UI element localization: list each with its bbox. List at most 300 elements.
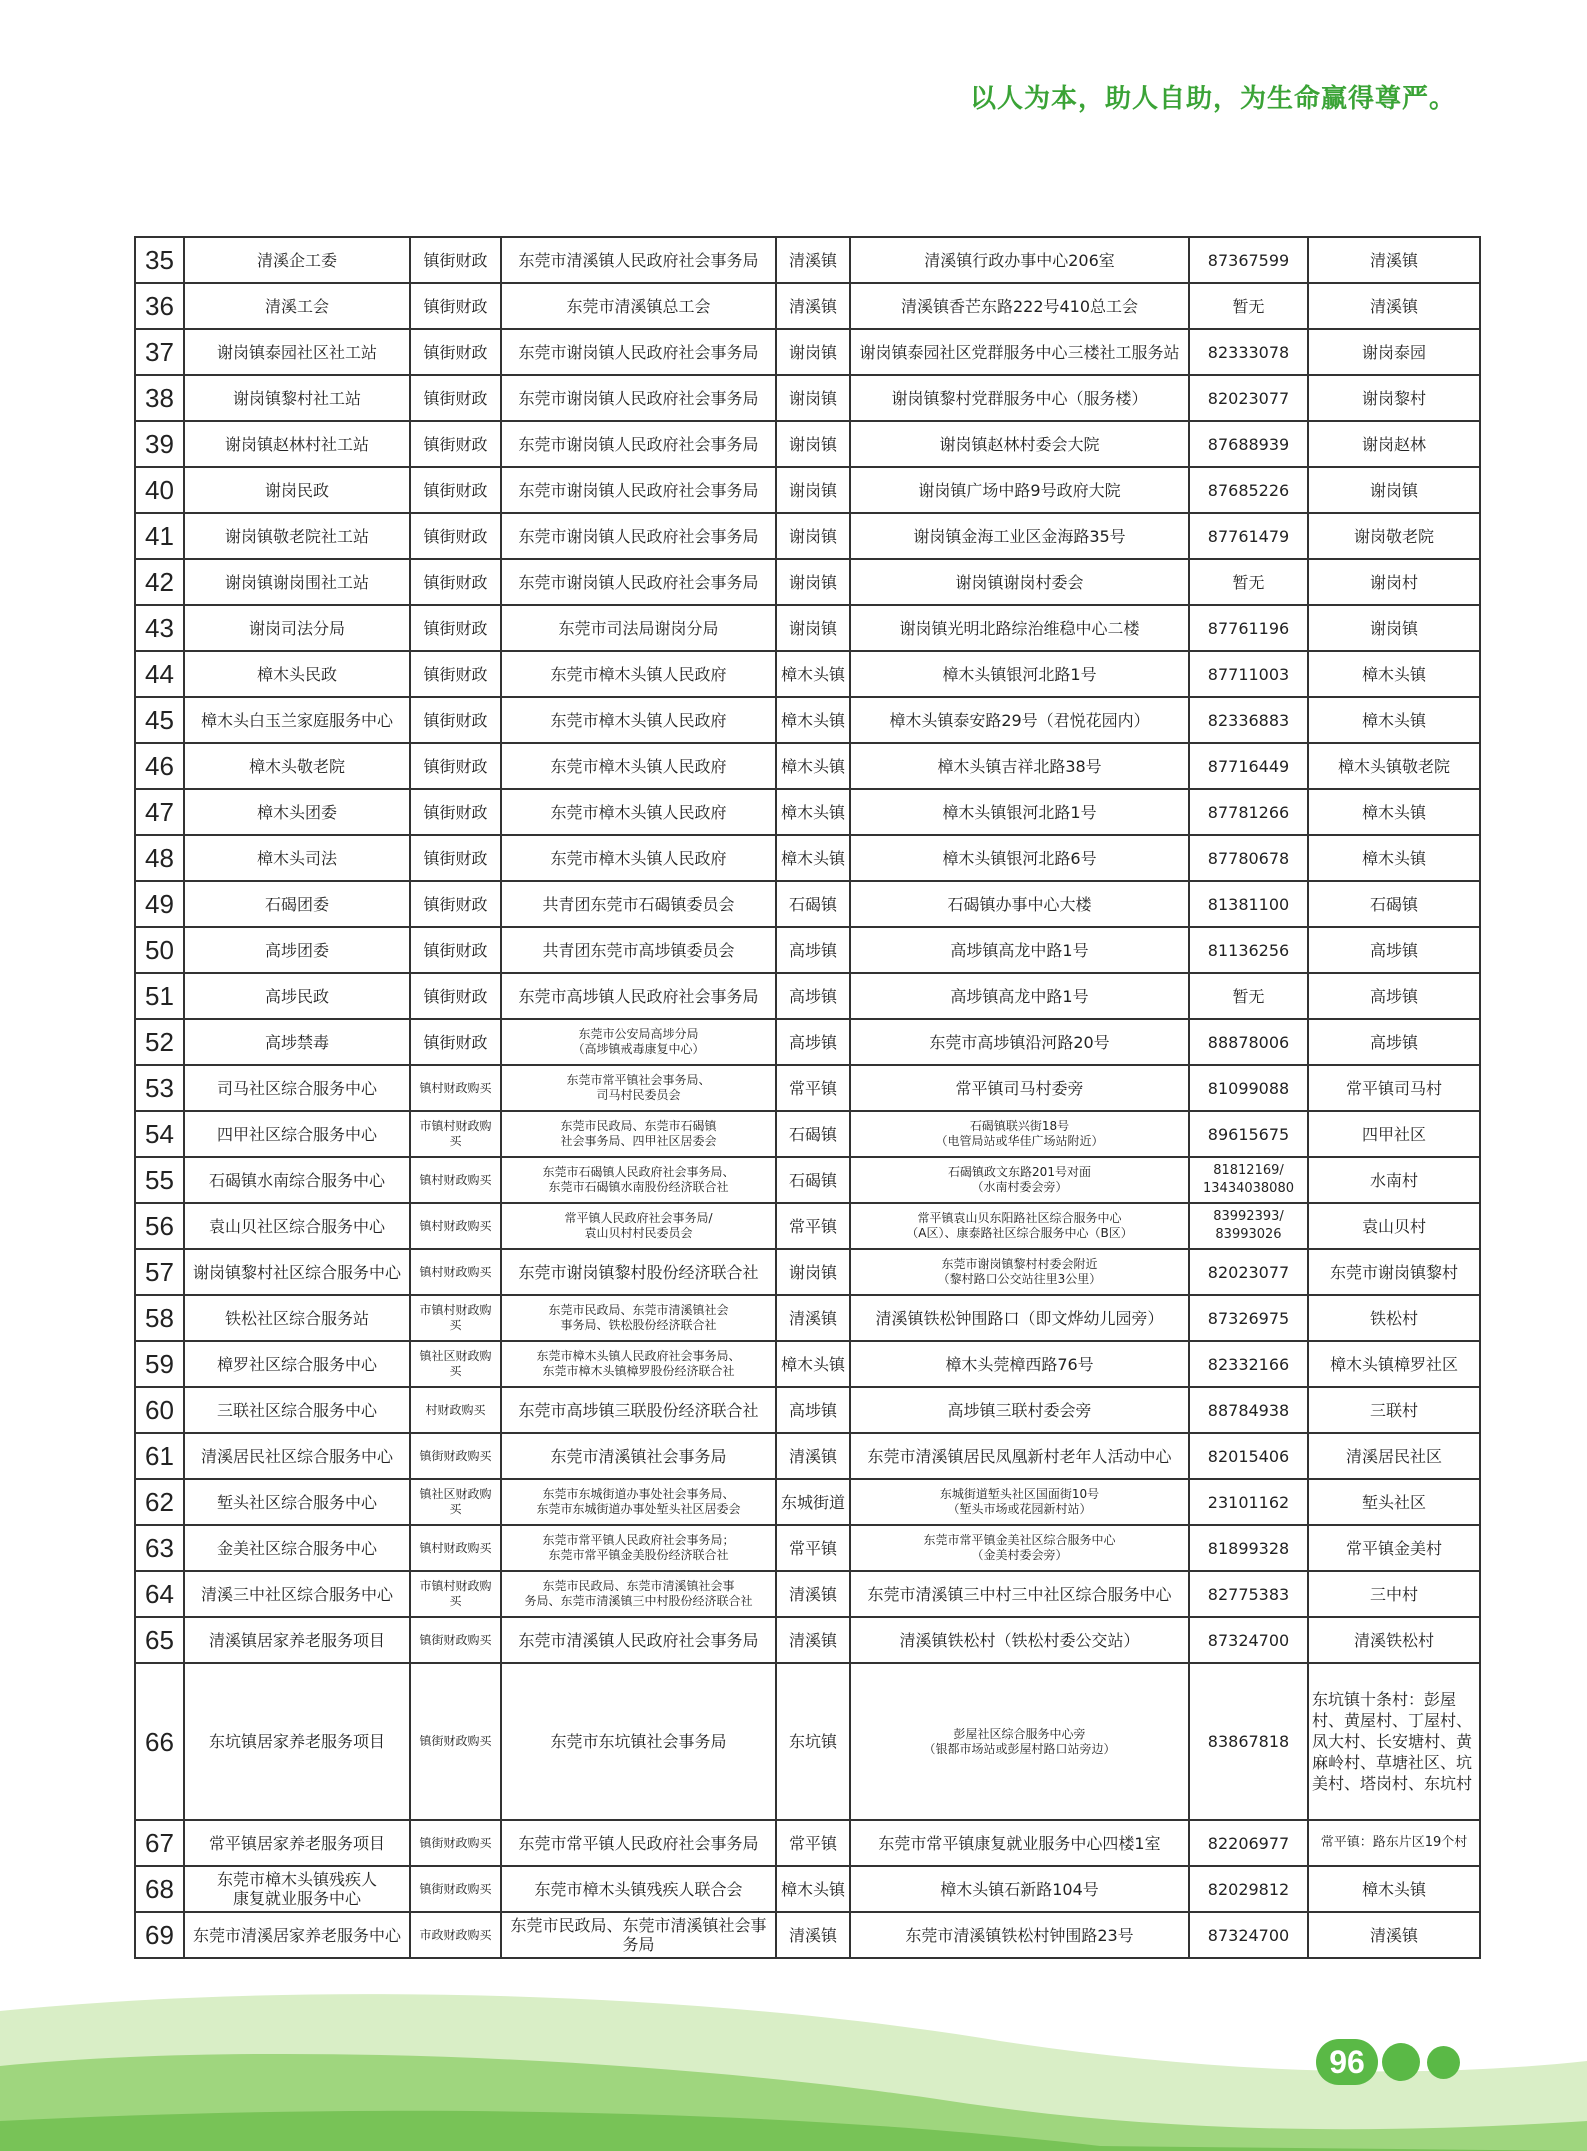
- row-number: 49: [135, 881, 184, 927]
- funding-source: 镇街财政购买: [410, 1663, 501, 1820]
- funding-source: 镇街财政: [410, 789, 501, 835]
- row-number: 42: [135, 559, 184, 605]
- phone: 82023077: [1189, 375, 1308, 421]
- row-number: 38: [135, 375, 184, 421]
- funding-source: 镇街财政: [410, 283, 501, 329]
- address: 东莞市高埗镇沿河路20号: [850, 1019, 1189, 1065]
- org-name: 高埗禁毒: [184, 1019, 410, 1065]
- service-area: 高埗镇: [1308, 973, 1480, 1019]
- row-number: 68: [135, 1866, 184, 1912]
- address: 东莞市清溪镇三中村三中社区综合服务中心: [850, 1571, 1189, 1617]
- purchaser: 东莞市高埗镇三联股份经济联合社: [501, 1387, 776, 1433]
- phone: 81899328: [1189, 1525, 1308, 1571]
- purchaser: 共青团东莞市石碣镇委员会: [501, 881, 776, 927]
- service-area: 高埗镇: [1308, 927, 1480, 973]
- town: 高埗镇: [776, 1019, 850, 1065]
- row-number: 59: [135, 1341, 184, 1387]
- phone: 87367599: [1189, 237, 1308, 283]
- address: 清溪镇铁松钟围路口（即文烨幼儿园旁）: [850, 1295, 1189, 1341]
- purchaser: 东莞市民政局、东莞市清溪镇社会事务局: [501, 1912, 776, 1958]
- town: 东坑镇: [776, 1663, 850, 1820]
- row-number: 55: [135, 1157, 184, 1203]
- table-row: [135, 513, 1480, 559]
- row-number: 66: [135, 1663, 184, 1820]
- purchaser: 东莞市谢岗镇人民政府社会事务局: [501, 375, 776, 421]
- town: 樟木头镇: [776, 789, 850, 835]
- purchaser: 东莞市樟木头镇人民政府: [501, 743, 776, 789]
- org-name: 金美社区综合服务中心: [184, 1525, 410, 1571]
- address: 樟木头镇银河北路1号: [850, 789, 1189, 835]
- row-number: 58: [135, 1295, 184, 1341]
- org-name: 谢岗镇黎村社区综合服务中心: [184, 1249, 410, 1295]
- address: 谢岗镇金海工业区金海路35号: [850, 513, 1189, 559]
- funding-source: 镇村财政购买: [410, 1157, 501, 1203]
- service-area: 高埗镇: [1308, 1019, 1480, 1065]
- town: 高埗镇: [776, 973, 850, 1019]
- phone: 82333078: [1189, 329, 1308, 375]
- address: 樟木头镇吉祥北路38号: [850, 743, 1189, 789]
- phone: 暂无: [1189, 559, 1308, 605]
- service-area: 堑头社区: [1308, 1479, 1480, 1525]
- town: 谢岗镇: [776, 605, 850, 651]
- phone: 87324700: [1189, 1617, 1308, 1663]
- funding-source: 镇街财政购买: [410, 1866, 501, 1912]
- service-area: 樟木头镇: [1308, 651, 1480, 697]
- phone: 87761196: [1189, 605, 1308, 651]
- funding-source: 镇街财政: [410, 973, 501, 1019]
- town: 石碣镇: [776, 1157, 850, 1203]
- table-row: [135, 927, 1480, 973]
- service-area: 三联村: [1308, 1387, 1480, 1433]
- funding-source: 市镇村财政购买: [410, 1295, 501, 1341]
- address: 樟木头镇银河北路1号: [850, 651, 1189, 697]
- service-area: 谢岗黎村: [1308, 375, 1480, 421]
- service-area: 樟木头镇: [1308, 697, 1480, 743]
- address: 东莞市清溪镇居民凤凰新村老年人活动中心: [850, 1433, 1189, 1479]
- address: 清溪镇行政办事中心206室: [850, 237, 1189, 283]
- town: 东城街道: [776, 1479, 850, 1525]
- phone: 暂无: [1189, 973, 1308, 1019]
- row-number: 45: [135, 697, 184, 743]
- purchaser: 东莞市谢岗镇人民政府社会事务局: [501, 421, 776, 467]
- service-area: 樟木头镇敬老院: [1308, 743, 1480, 789]
- phone: 87716449: [1189, 743, 1308, 789]
- funding-source: 市政财政购买: [410, 1912, 501, 1958]
- address: 石碣镇政文东路201号对面 （水南村委会旁）: [850, 1157, 1189, 1203]
- purchaser: 东莞市民政局、东莞市清溪镇社会 事务局、铁松股份经济联合社: [501, 1295, 776, 1341]
- table-row: [135, 1341, 1480, 1387]
- service-area: 谢岗赵林: [1308, 421, 1480, 467]
- funding-source: 镇街财政: [410, 697, 501, 743]
- org-name: 堑头社区综合服务中心: [184, 1479, 410, 1525]
- org-name: 谢岗民政: [184, 467, 410, 513]
- address: 石碣镇联兴街18号 （电管局站或华佳广场站附近）: [850, 1111, 1189, 1157]
- row-number: 41: [135, 513, 184, 559]
- address: 清溪镇香芒东路222号410总工会: [850, 283, 1189, 329]
- table-row: [135, 1111, 1480, 1157]
- table-row: [135, 1065, 1480, 1111]
- org-name: 袁山贝社区综合服务中心: [184, 1203, 410, 1249]
- row-number: 67: [135, 1820, 184, 1866]
- phone: 87781266: [1189, 789, 1308, 835]
- town: 樟木头镇: [776, 1866, 850, 1912]
- address: 高埗镇高龙中路1号: [850, 927, 1189, 973]
- funding-source: 村财政购买: [410, 1387, 501, 1433]
- row-number: 50: [135, 927, 184, 973]
- phone: 82015406: [1189, 1433, 1308, 1479]
- town: 谢岗镇: [776, 513, 850, 559]
- row-number: 44: [135, 651, 184, 697]
- funding-source: 镇街财政: [410, 513, 501, 559]
- purchaser: 东莞市清溪镇总工会: [501, 283, 776, 329]
- service-area: 东莞市谢岗镇黎村: [1308, 1249, 1480, 1295]
- service-area: 谢岗镇: [1308, 605, 1480, 651]
- org-name: 清溪企工委: [184, 237, 410, 283]
- purchaser: 东莞市常平镇人民政府社会事务局； 东莞市常平镇金美股份经济联合社: [501, 1525, 776, 1571]
- service-area: 三中村: [1308, 1571, 1480, 1617]
- funding-source: 镇街财政: [410, 651, 501, 697]
- page-dot-2: [1427, 2046, 1460, 2079]
- purchaser: 东莞市司法局谢岗分局: [501, 605, 776, 651]
- row-number: 62: [135, 1479, 184, 1525]
- town: 石碣镇: [776, 1111, 850, 1157]
- funding-source: 镇社区财政购买: [410, 1341, 501, 1387]
- phone: 87688939: [1189, 421, 1308, 467]
- phone: 87780678: [1189, 835, 1308, 881]
- org-name: 谢岗镇泰园社区社工站: [184, 329, 410, 375]
- table-row: [135, 1433, 1480, 1479]
- table-row: [135, 1249, 1480, 1295]
- funding-source: 镇村财政购买: [410, 1203, 501, 1249]
- purchaser: 东莞市樟木头镇人民政府: [501, 789, 776, 835]
- service-area: 清溪铁松村: [1308, 1617, 1480, 1663]
- town: 清溪镇: [776, 1912, 850, 1958]
- table-row: [135, 1525, 1480, 1571]
- service-area: 清溪镇: [1308, 1912, 1480, 1958]
- org-name: 三联社区综合服务中心: [184, 1387, 410, 1433]
- town: 樟木头镇: [776, 835, 850, 881]
- address: 谢岗镇广场中路9号政府大院: [850, 467, 1189, 513]
- funding-source: 镇街财政: [410, 375, 501, 421]
- address: 樟木头镇银河北路6号: [850, 835, 1189, 881]
- funding-source: 镇街财政: [410, 1019, 501, 1065]
- service-area: 常平镇金美村: [1308, 1525, 1480, 1571]
- service-area: 谢岗村: [1308, 559, 1480, 605]
- table-row: [135, 375, 1480, 421]
- row-number: 37: [135, 329, 184, 375]
- table-row: [135, 1479, 1480, 1525]
- org-name: 清溪三中社区综合服务中心: [184, 1571, 410, 1617]
- town: 清溪镇: [776, 1433, 850, 1479]
- phone: 82029812: [1189, 1866, 1308, 1912]
- purchaser: 东莞市公安局高埗分局 （高埗镇戒毒康复中心）: [501, 1019, 776, 1065]
- purchaser: 东莞市樟木头镇人民政府: [501, 835, 776, 881]
- purchaser: 东莞市东城街道办事处社会事务局、 东莞市东城街道办事处堑头社区居委会: [501, 1479, 776, 1525]
- phone: 87324700: [1189, 1912, 1308, 1958]
- row-number: 47: [135, 789, 184, 835]
- purchaser: 东莞市民政局、东莞市石碣镇 社会事务局、四甲社区居委会: [501, 1111, 776, 1157]
- address: 高埗镇三联村委会旁: [850, 1387, 1189, 1433]
- town: 常平镇: [776, 1203, 850, 1249]
- address: 东莞市常平镇康复就业服务中心四楼1室: [850, 1820, 1189, 1866]
- town: 清溪镇: [776, 1571, 850, 1617]
- purchaser: 东莞市石碣镇人民政府社会事务局、 东莞市石碣镇水南股份经济联合社: [501, 1157, 776, 1203]
- service-area: 樟木头镇樟罗社区: [1308, 1341, 1480, 1387]
- table-row: [135, 605, 1480, 651]
- service-area: 樟木头镇: [1308, 789, 1480, 835]
- address: 谢岗镇谢岗村委会: [850, 559, 1189, 605]
- service-area: 袁山贝村: [1308, 1203, 1480, 1249]
- address: 彭屋社区综合服务中心旁 （银都市场站或彭屋村路口站旁边）: [850, 1663, 1189, 1820]
- town: 樟木头镇: [776, 651, 850, 697]
- table-row: [135, 1571, 1480, 1617]
- org-name: 高埗团委: [184, 927, 410, 973]
- table-row: [135, 1019, 1480, 1065]
- phone: 83992393/ 83993026: [1189, 1203, 1308, 1249]
- purchaser: 东莞市樟木头镇人民政府: [501, 651, 776, 697]
- funding-source: 镇街财政购买: [410, 1617, 501, 1663]
- town: 谢岗镇: [776, 1249, 850, 1295]
- service-area: 铁松村: [1308, 1295, 1480, 1341]
- town: 樟木头镇: [776, 697, 850, 743]
- address: 樟木头莞樟西路76号: [850, 1341, 1189, 1387]
- funding-source: 市镇村财政购买: [410, 1111, 501, 1157]
- row-number: 60: [135, 1387, 184, 1433]
- table-row: [135, 835, 1480, 881]
- table-row: [135, 1820, 1480, 1866]
- purchaser: 东莞市樟木头镇残疾人联合会: [501, 1866, 776, 1912]
- service-directory-table: [134, 236, 1481, 1959]
- phone: 暂无: [1189, 283, 1308, 329]
- town: 谢岗镇: [776, 375, 850, 421]
- purchaser: 东莞市民政局、东莞市清溪镇社会事 务局、东莞市清溪镇三中村股份经济联合社: [501, 1571, 776, 1617]
- org-name: 樟木头白玉兰家庭服务中心: [184, 697, 410, 743]
- purchaser: 东莞市常平镇人民政府社会事务局: [501, 1820, 776, 1866]
- row-number: 65: [135, 1617, 184, 1663]
- org-name: 东坑镇居家养老服务项目: [184, 1663, 410, 1820]
- table-row: [135, 329, 1480, 375]
- address: 谢岗镇黎村党群服务中心（服务楼）: [850, 375, 1189, 421]
- phone: 81381100: [1189, 881, 1308, 927]
- table-row: [135, 743, 1480, 789]
- address: 谢岗镇赵林村委会大院: [850, 421, 1189, 467]
- purchaser: 东莞市谢岗镇人民政府社会事务局: [501, 329, 776, 375]
- address: 高埗镇高龙中路1号: [850, 973, 1189, 1019]
- address: 石碣镇办事中心大楼: [850, 881, 1189, 927]
- page-dot-1: [1382, 2043, 1420, 2081]
- town: 樟木头镇: [776, 743, 850, 789]
- org-name: 东莞市樟木头镇残疾人 康复就业服务中心: [184, 1866, 410, 1912]
- table-row: [135, 789, 1480, 835]
- funding-source: 镇街财政: [410, 835, 501, 881]
- table-row: [135, 1203, 1480, 1249]
- table-row: [135, 881, 1480, 927]
- service-area: 清溪镇: [1308, 237, 1480, 283]
- phone: 87711003: [1189, 651, 1308, 697]
- org-name: 清溪工会: [184, 283, 410, 329]
- phone: 81099088: [1189, 1065, 1308, 1111]
- service-area: 樟木头镇: [1308, 1866, 1480, 1912]
- org-name: 樟木头团委: [184, 789, 410, 835]
- town: 高埗镇: [776, 1387, 850, 1433]
- service-area: 常平镇：路东片区19个村: [1308, 1820, 1480, 1866]
- phone: 83867818: [1189, 1663, 1308, 1820]
- org-name: 樟木头敬老院: [184, 743, 410, 789]
- funding-source: 镇村财政购买: [410, 1065, 501, 1111]
- purchaser: 东莞市谢岗镇人民政府社会事务局: [501, 559, 776, 605]
- phone: 81812169/ 13434038080: [1189, 1157, 1308, 1203]
- row-number: 56: [135, 1203, 184, 1249]
- town: 石碣镇: [776, 881, 850, 927]
- row-number: 48: [135, 835, 184, 881]
- org-name: 樟木头民政: [184, 651, 410, 697]
- funding-source: 镇街财政: [410, 237, 501, 283]
- row-number: 46: [135, 743, 184, 789]
- phone: 23101162: [1189, 1479, 1308, 1525]
- address: 东莞市清溪镇铁松村钟围路23号: [850, 1912, 1189, 1958]
- row-number: 69: [135, 1912, 184, 1958]
- purchaser: 东莞市谢岗镇人民政府社会事务局: [501, 467, 776, 513]
- town: 谢岗镇: [776, 467, 850, 513]
- purchaser: 东莞市高埗镇人民政府社会事务局: [501, 973, 776, 1019]
- row-number: 40: [135, 467, 184, 513]
- org-name: 石碣镇水南综合服务中心: [184, 1157, 410, 1203]
- row-number: 57: [135, 1249, 184, 1295]
- org-name: 清溪居民社区综合服务中心: [184, 1433, 410, 1479]
- funding-source: 镇社区财政购买: [410, 1479, 501, 1525]
- address: 清溪镇铁松村（铁松村委公交站）: [850, 1617, 1189, 1663]
- purchaser: 常平镇人民政府社会事务局/ 袁山贝村村民委员会: [501, 1203, 776, 1249]
- purchaser: 共青团东莞市高埗镇委员会: [501, 927, 776, 973]
- purchaser: 东莞市谢岗镇黎村股份经济联合社: [501, 1249, 776, 1295]
- org-name: 清溪镇居家养老服务项目: [184, 1617, 410, 1663]
- purchaser: 东莞市清溪镇社会事务局: [501, 1433, 776, 1479]
- org-name: 谢岗镇敬老院社工站: [184, 513, 410, 559]
- address: 常平镇司马村委旁: [850, 1065, 1189, 1111]
- address: 樟木头镇泰安路29号（君悦花园内）: [850, 697, 1189, 743]
- funding-source: 市镇村财政购买: [410, 1571, 501, 1617]
- org-name: 石碣团委: [184, 881, 410, 927]
- table-row: [135, 973, 1480, 1019]
- phone: 88784938: [1189, 1387, 1308, 1433]
- service-area: 石碣镇: [1308, 881, 1480, 927]
- row-number: 63: [135, 1525, 184, 1571]
- header-slogan: 以人为本，助人自助，为生命赢得尊严。: [970, 84, 1457, 114]
- row-number: 52: [135, 1019, 184, 1065]
- phone: 87326975: [1189, 1295, 1308, 1341]
- address: 樟木头镇石新路104号: [850, 1866, 1189, 1912]
- address: 谢岗镇光明北路综治维稳中心二楼: [850, 605, 1189, 651]
- service-area: 清溪镇: [1308, 283, 1480, 329]
- row-number: 64: [135, 1571, 184, 1617]
- funding-source: 镇村财政购买: [410, 1249, 501, 1295]
- town: 清溪镇: [776, 237, 850, 283]
- funding-source: 镇街财政: [410, 605, 501, 651]
- service-area: 水南村: [1308, 1157, 1480, 1203]
- purchaser: 东莞市谢岗镇人民政府社会事务局: [501, 513, 776, 559]
- purchaser: 东莞市清溪镇人民政府社会事务局: [501, 1617, 776, 1663]
- town: 高埗镇: [776, 927, 850, 973]
- row-number: 51: [135, 973, 184, 1019]
- town: 谢岗镇: [776, 329, 850, 375]
- org-name: 谢岗镇黎村社工站: [184, 375, 410, 421]
- service-area: 谢岗镇: [1308, 467, 1480, 513]
- row-number: 39: [135, 421, 184, 467]
- org-name: 铁松社区综合服务站: [184, 1295, 410, 1341]
- funding-source: 镇街财政: [410, 329, 501, 375]
- town: 常平镇: [776, 1525, 850, 1571]
- row-number: 36: [135, 283, 184, 329]
- org-name: 谢岗司法分局: [184, 605, 410, 651]
- table-row: [135, 1617, 1480, 1663]
- table-row: [135, 1157, 1480, 1203]
- town: 清溪镇: [776, 1617, 850, 1663]
- funding-source: 镇街财政: [410, 421, 501, 467]
- table-row: [135, 697, 1480, 743]
- table-row: [135, 1295, 1480, 1341]
- phone: 82206977: [1189, 1820, 1308, 1866]
- table-row: [135, 467, 1480, 513]
- row-number: 35: [135, 237, 184, 283]
- table-row: [135, 237, 1480, 283]
- service-area: 东坑镇十条村：彭屋村、黄屋村、丁屋村、凤大村、长安塘村、黄麻岭村、草塘社区、坑美村、塔岗村、东坑村: [1308, 1663, 1480, 1820]
- org-name: 东莞市清溪居家养老服务中心: [184, 1912, 410, 1958]
- address: 东莞市谢岗镇黎村村委会附近 （黎村路口公交站往里3公里）: [850, 1249, 1189, 1295]
- address: 谢岗镇泰园社区党群服务中心三楼社工服务站: [850, 329, 1189, 375]
- row-number: 61: [135, 1433, 184, 1479]
- purchaser: 东莞市清溪镇人民政府社会事务局: [501, 237, 776, 283]
- org-name: 谢岗镇赵林村社工站: [184, 421, 410, 467]
- phone: 88878006: [1189, 1019, 1308, 1065]
- purchaser: 东莞市东坑镇社会事务局: [501, 1663, 776, 1820]
- page-number: 96: [1316, 2039, 1378, 2085]
- address: 常平镇袁山贝东阳路社区综合服务中心 （A区）、康泰路社区综合服务中心（B区）: [850, 1203, 1189, 1249]
- phone: 82023077: [1189, 1249, 1308, 1295]
- table-row: [135, 1866, 1480, 1912]
- phone: 87685226: [1189, 467, 1308, 513]
- table-row: [135, 1387, 1480, 1433]
- town: 清溪镇: [776, 283, 850, 329]
- town: 樟木头镇: [776, 1341, 850, 1387]
- table-row: [135, 651, 1480, 697]
- org-name: 常平镇居家养老服务项目: [184, 1820, 410, 1866]
- phone: 87761479: [1189, 513, 1308, 559]
- funding-source: 镇村财政购买: [410, 1525, 501, 1571]
- funding-source: 镇街财政: [410, 881, 501, 927]
- phone: 82775383: [1189, 1571, 1308, 1617]
- service-area: 常平镇司马村: [1308, 1065, 1480, 1111]
- purchaser: 东莞市常平镇社会事务局、 司马村民委员会: [501, 1065, 776, 1111]
- service-area: 樟木头镇: [1308, 835, 1480, 881]
- table-row: [135, 283, 1480, 329]
- phone: 89615675: [1189, 1111, 1308, 1157]
- table-row: [135, 1912, 1480, 1958]
- town: 常平镇: [776, 1820, 850, 1866]
- org-name: 司马社区综合服务中心: [184, 1065, 410, 1111]
- table-row: [135, 1663, 1480, 1820]
- funding-source: 镇街财政: [410, 743, 501, 789]
- row-number: 53: [135, 1065, 184, 1111]
- funding-source: 镇街财政: [410, 927, 501, 973]
- address: 东城街道堑头社区国面街10号 （堑头市场或花园新村站）: [850, 1479, 1189, 1525]
- row-number: 43: [135, 605, 184, 651]
- funding-source: 镇街财政: [410, 467, 501, 513]
- org-name: 樟木头司法: [184, 835, 410, 881]
- town: 谢岗镇: [776, 421, 850, 467]
- funding-source: 镇街财政购买: [410, 1433, 501, 1479]
- purchaser: 东莞市樟木头镇人民政府: [501, 697, 776, 743]
- town: 清溪镇: [776, 1295, 850, 1341]
